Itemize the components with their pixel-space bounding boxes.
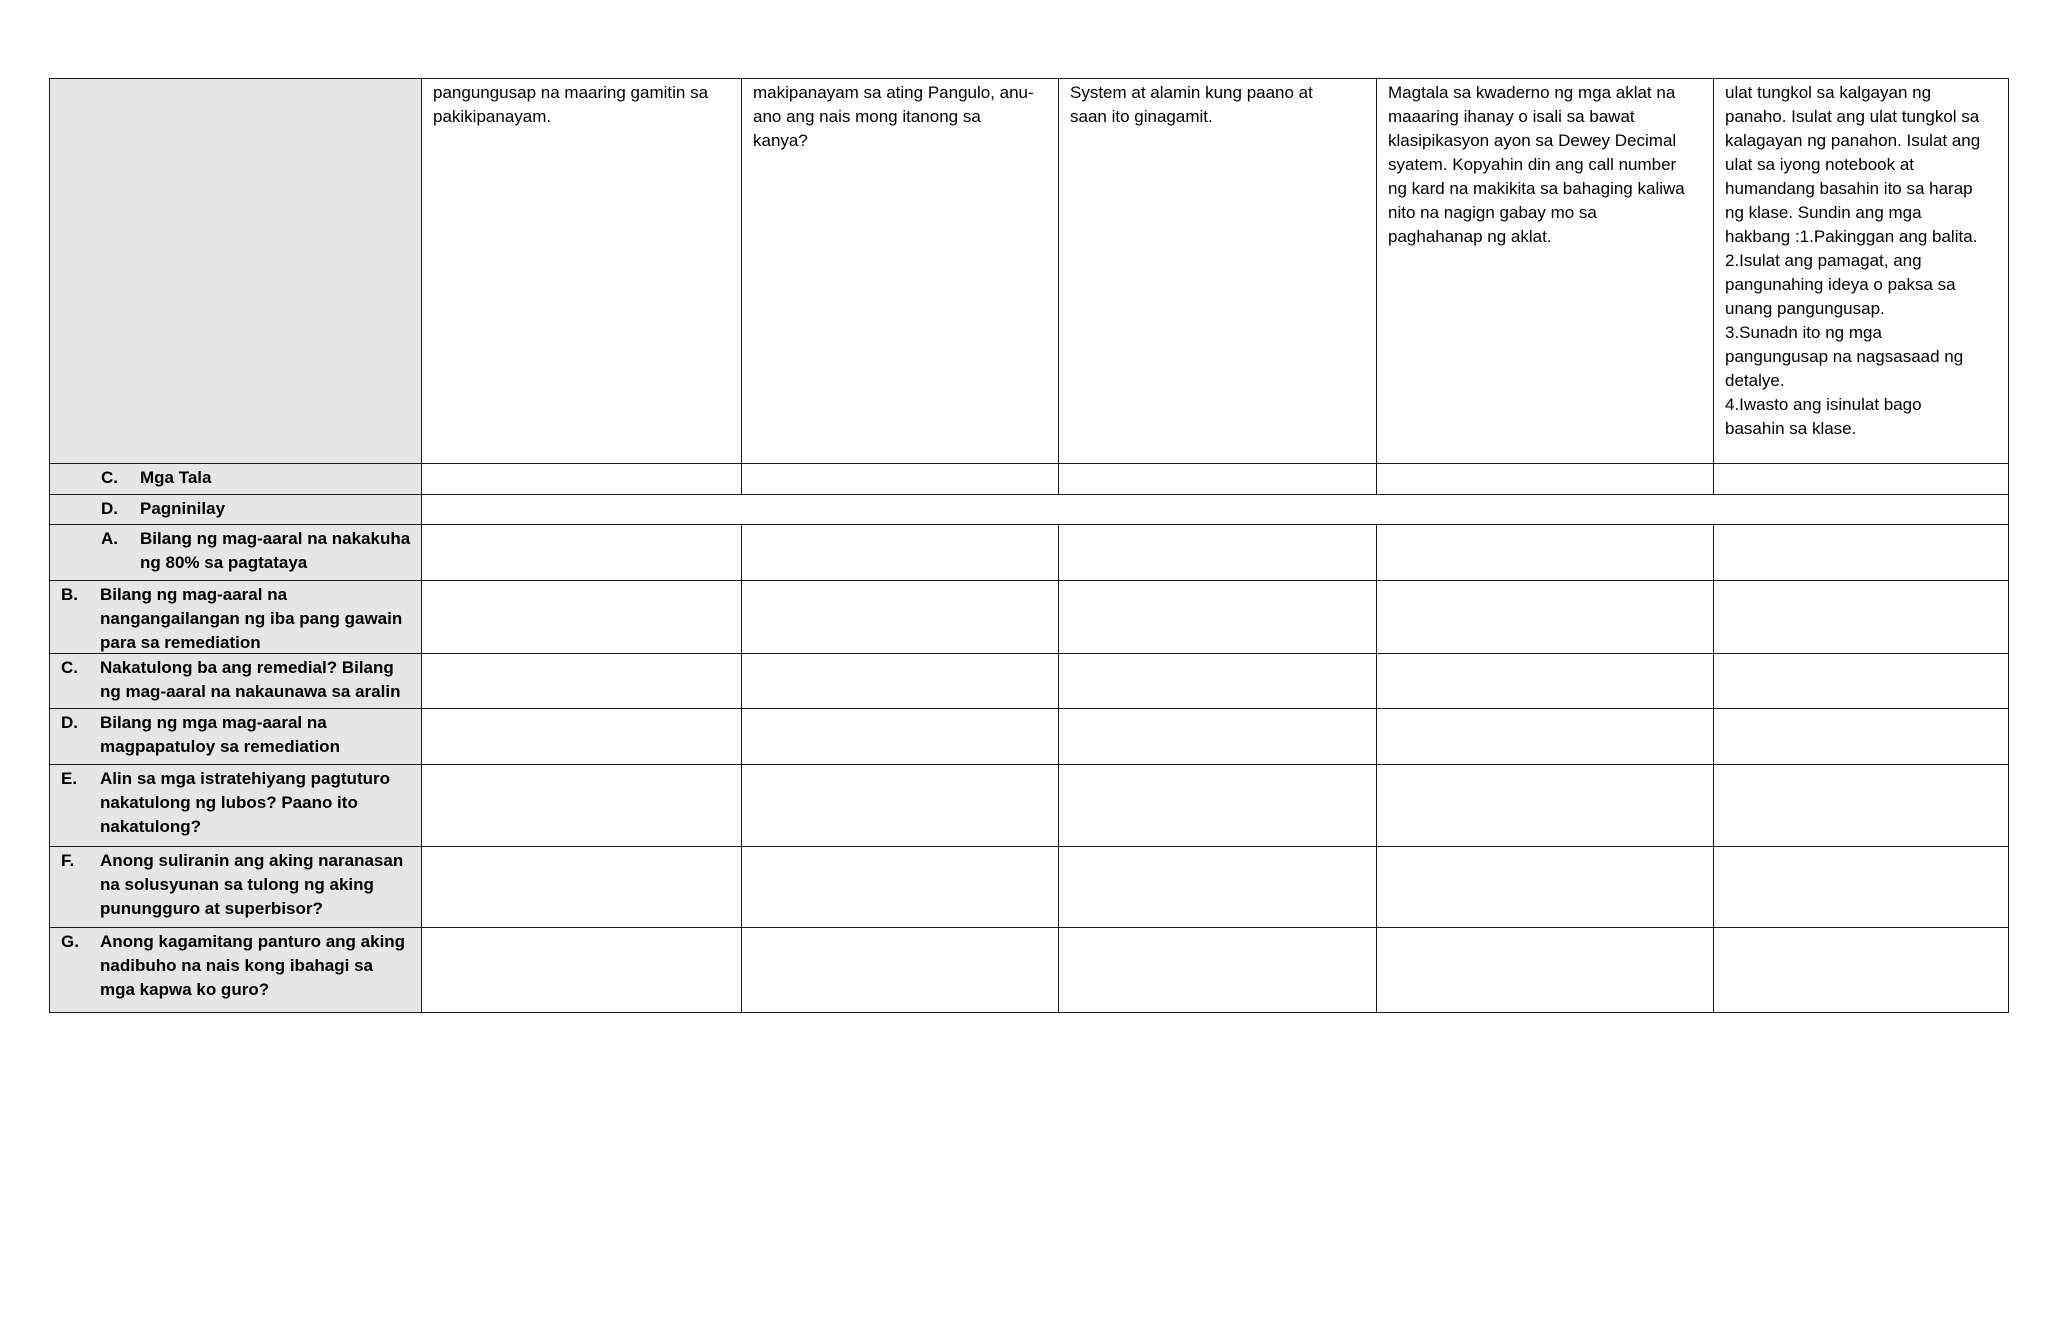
response-cell bbox=[1059, 525, 1377, 581]
response-cell bbox=[422, 464, 742, 495]
response-cell bbox=[422, 654, 742, 709]
row-letter: C. bbox=[61, 658, 78, 677]
response-cell bbox=[742, 525, 1059, 581]
response-cell bbox=[1714, 928, 2009, 1013]
response-cell bbox=[1714, 709, 2009, 765]
row-letter: C. bbox=[101, 468, 118, 487]
row-letter: D. bbox=[101, 499, 118, 518]
row-label-text: Nakatulong ba ang remedial? Bilang ng mag-aaral na nakaunawa sa aralin bbox=[100, 658, 401, 701]
response-cell bbox=[1059, 709, 1377, 765]
response-cell bbox=[742, 654, 1059, 709]
response-cell bbox=[1377, 765, 1714, 847]
response-cell bbox=[1059, 765, 1377, 847]
row-label-text: Mga Tala bbox=[140, 468, 212, 487]
response-cell bbox=[1059, 464, 1377, 495]
row-label-text: Anong kagamitang panturo ang aking nadibuho na nais kong ibahagi sa mga kapwa ko guro? bbox=[100, 932, 406, 999]
row-label-text: Bilang ng mag-aaral na nakakuha ng 80% sa pagtataya bbox=[140, 529, 411, 572]
carryover-cell-col6: ulat tungkol sa kalgayan ng panaho. Isulat ang ulat tungkol sa kalagayan ng panahon. Isulat ang ulat sa iyong notebook at humandang basahin ito sa harap ng klase. Sundin ang mga hakbang :1.Pakinggan ang balita. 2.Isulat ang pamagat, ang pangunahing ideya o paksa sa unang pangungusap. 3.Sunadn ito ng mga pangungusap na nagsasaad ng detalye. 4.Iwasto ang isinulat bago basahin sa klase. bbox=[1714, 79, 2009, 464]
row-label-a bbox=[50, 525, 422, 581]
row-letter: F. bbox=[61, 851, 75, 870]
row-label-empty bbox=[50, 79, 422, 464]
row-label-text: Bilang ng mga mag-aaral na magpapatuloy sa remediation bbox=[100, 713, 340, 756]
response-cell bbox=[422, 765, 742, 847]
row-label-e bbox=[50, 765, 422, 847]
response-cell bbox=[742, 709, 1059, 765]
response-cell bbox=[1714, 525, 2009, 581]
response-cell bbox=[1059, 581, 1377, 654]
response-cell bbox=[1714, 654, 2009, 709]
response-cell bbox=[1377, 525, 1714, 581]
row-letter: B. bbox=[61, 585, 78, 604]
carryover-cell-col4: System at alamin kung paano at saan ito ginagamit. bbox=[1059, 79, 1377, 464]
response-cell bbox=[422, 709, 742, 765]
carryover-cell-col2: pangungusap na maaring gamitin sa pakikipanayam. bbox=[422, 79, 742, 464]
carryover-cell-col5: Magtala sa kwaderno ng mga aklat na maaaring ihanay o isali sa bawat klasipikasyon ayon sa Dewey Decimal syatem. Kopyahin din ang call number ng kard na makikita sa bahaging kaliwa nito na nagign gabay mo sa paghahanap ng aklat. bbox=[1377, 79, 1714, 464]
response-cell bbox=[1377, 464, 1714, 495]
reflection-table bbox=[49, 78, 2009, 1013]
response-cell bbox=[422, 928, 742, 1013]
row-label-d bbox=[50, 709, 422, 765]
response-cell bbox=[1377, 928, 1714, 1013]
row-letter: A. bbox=[101, 529, 118, 548]
response-cell bbox=[1714, 765, 2009, 847]
response-cell bbox=[1714, 581, 2009, 654]
response-cell bbox=[1714, 464, 2009, 495]
response-cell bbox=[422, 525, 742, 581]
merged-response-cell bbox=[422, 495, 2009, 525]
response-cell bbox=[742, 464, 1059, 495]
response-cell bbox=[1059, 847, 1377, 928]
row-label-text: Alin sa mga istratehiyang pagtuturo nakatulong ng lubos? Paano ito nakatulong? bbox=[100, 769, 390, 836]
response-cell bbox=[1377, 654, 1714, 709]
row-label-text: Anong suliranin ang aking naranasan na solusyunan sa tulong ng aking punungguro at superbisor? bbox=[100, 851, 404, 918]
row-label-pagninilay bbox=[50, 495, 422, 525]
row-label-c bbox=[50, 654, 422, 709]
response-cell bbox=[1377, 847, 1714, 928]
row-letter: E. bbox=[61, 769, 78, 788]
row-label-b bbox=[50, 581, 422, 654]
response-cell bbox=[1377, 581, 1714, 654]
response-cell bbox=[422, 847, 742, 928]
row-letter: D. bbox=[61, 713, 78, 732]
response-cell bbox=[742, 928, 1059, 1013]
row-label-mga-tala bbox=[50, 464, 422, 495]
response-cell bbox=[1059, 928, 1377, 1013]
row-label-text: Bilang ng mag-aaral na nangangailangan ng iba pang gawain para sa remediation bbox=[100, 585, 403, 652]
response-cell bbox=[1714, 847, 2009, 928]
response-cell bbox=[1059, 654, 1377, 709]
response-cell bbox=[742, 765, 1059, 847]
row-label-g bbox=[50, 928, 422, 1013]
response-cell bbox=[422, 581, 742, 654]
row-label-text: Pagninilay bbox=[140, 499, 226, 518]
response-cell bbox=[742, 847, 1059, 928]
response-cell bbox=[742, 581, 1059, 654]
carryover-cell-col3: makipanayam sa ating Pangulo, anu- ano ang nais mong itanong sa kanya? bbox=[742, 79, 1059, 464]
row-label-f bbox=[50, 847, 422, 928]
response-cell bbox=[1377, 709, 1714, 765]
row-letter: G. bbox=[61, 932, 79, 951]
